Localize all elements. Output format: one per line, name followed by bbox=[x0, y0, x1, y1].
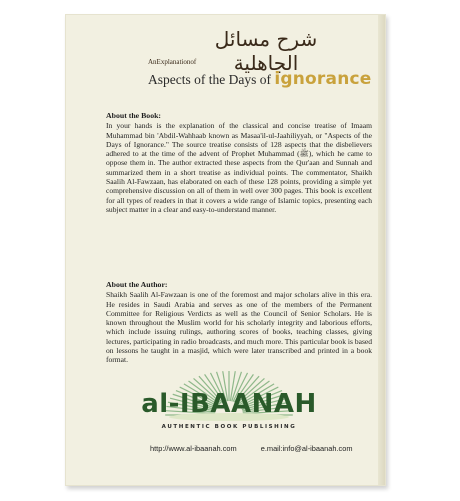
english-title-main: Aspects of the Days of bbox=[148, 72, 275, 87]
about-book-heading: About the Book: bbox=[106, 111, 162, 120]
publisher-logo bbox=[141, 355, 317, 455]
book-back-cover bbox=[65, 14, 386, 486]
english-title bbox=[148, 69, 372, 89]
publisher-logo-text: al-IBAANAH bbox=[141, 389, 317, 419]
email-link[interactable]: e.mail:info@al-ibaanah.com bbox=[260, 444, 353, 453]
website-link[interactable]: http://www.al-ibaanah.com bbox=[150, 444, 237, 453]
title-block bbox=[66, 23, 385, 93]
arabic-title: شرح مسائل الجاهلية bbox=[214, 27, 318, 75]
about-author-heading: About the Author: bbox=[106, 280, 168, 289]
subtitle-an-explanation: AnExplanationof bbox=[148, 58, 197, 66]
english-title-highlight: ignorance bbox=[274, 69, 372, 89]
publisher-tagline: AUTHENTIC BOOK PUBLISHING bbox=[161, 424, 297, 430]
publisher-contact bbox=[150, 444, 374, 453]
about-author-body: Shaikh Saalih Al-Fawzaan is one of the foremost and major scholars alive in this era. He resides in Saudi Arabia and serves as one of the members of the Permanent Committee for Religious Verdicts as well as the Council of Senior Scholars. He is known throughout the Muslim world for his scholarly integrity and laborious efforts, which include issuing rulings, authoring scores of books, teaching classes, giving lectures, participating in radio broadcasts, and much more. This particular book is based on lessons he taught in a masjid, which were later transcribed and printed in a book format. bbox=[106, 290, 372, 365]
about-book-body: In your hands is the explanation of the classical and concise treatise of Imaam Muhammad bin 'Abdil-Wahhaab known as Masaa'il-ul-Jaahiliyyah, or "Aspects of the Days of Ignorance." The source treatise consists of 128 aspects that the disbelievers adhered to at the time of the advent of Prophet Muhammad (ﷺ), which he came to oppose them in. The author extracted these aspects from the Qur'aan and Sunnah and summarized them in a short treatise as individual points. The commentator, Shaikh Saalih Al-Fawzaan, has elaborated on each of these 128 points, providing a simple yet comprehensive discussion on all of them in well over 300 pages. This book is excellent for all types of readers in that it covers a wide range of Islamic topics, presenting each subject matter in a clear and easy-to-understand manner. bbox=[106, 121, 372, 214]
about-book-section bbox=[106, 111, 372, 214]
about-author-section bbox=[106, 280, 372, 365]
